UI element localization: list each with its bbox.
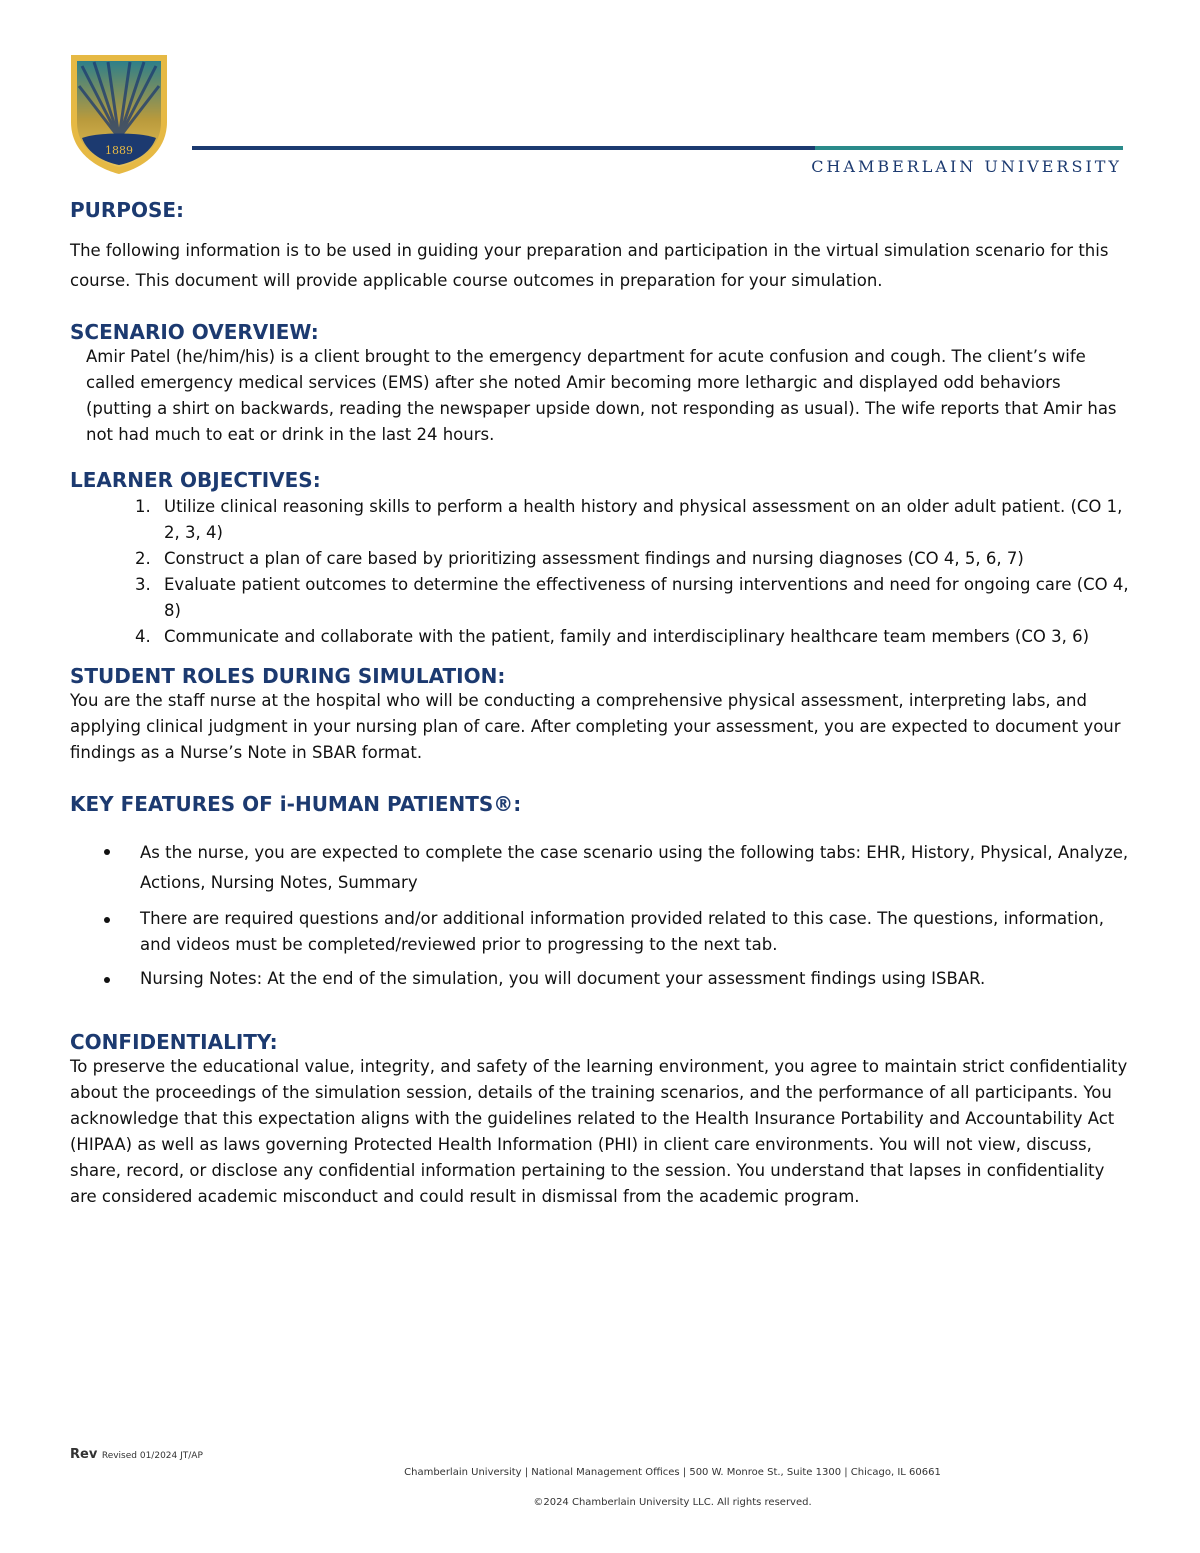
footer-address: Chamberlain University | National Management Offices | 500 W. Monroe St., Suite 1300 | Chicago, IL 60661 [404,1467,941,1478]
features-list [70,838,1130,992]
university-wordmark: CHAMBERLAIN UNIVERSITY [811,157,1122,176]
objective-item: 1. Utilize clinical reasoning skills to perform a health history and physical assessment on an older adult patient. (CO 1, 2, 3, 4) [156,494,1130,546]
student-roles-section [70,664,1130,766]
roles-heading: STUDENT ROLES DURING SIMULATION: [70,664,506,688]
learner-objectives-section [70,468,1130,650]
feature-item: Nursing Notes: At the end of the simulation, you will document your assessment findings using ISBAR. [140,966,1130,992]
revision-note [70,1447,203,1462]
overview-text: Amir Patel (he/him/his) is a client brought to the emergency department for acute confusion and cough. The client’s wife called emergency medical services (EMS) after she noted Amir becoming more lethargic and displayed odd behaviors (putting a shirt on backwards, reading the newspaper upside down, not responding as usual). The wife reports that Amir has not had much to eat or drink in the last 24 hours. [86,347,1117,444]
feature-item: There are required questions and/or additional information provided related to this case. The questions, information, and videos must be completed/reviewed prior to progressing to the next tab. [140,906,1130,958]
revision-detail: Revised 01/2024 JT/AP [101,1451,203,1461]
university-seal-logo [68,52,170,176]
features-heading: KEY FEATURES OF i-HUMAN PATIENTS®: [70,792,522,816]
purpose-section [70,198,1130,296]
roles-text: You are the staff nurse at the hospital who will be conducting a comprehensive physical assessment, interpreting labs, and applying clinical judgment in your nursing plan of care. After completing your assessment, you are expected to document your findings as a Nurse’s Note in SBAR format. [70,691,1121,762]
objectives-list [70,494,1130,650]
key-features-section [70,792,1130,992]
seal-year: 1889 [105,144,133,157]
confidentiality-section [70,1030,1130,1210]
revision-label: Rev [70,1447,98,1462]
header-rule-teal [815,146,1123,150]
purpose-heading: PURPOSE: [70,198,185,222]
scenario-overview-section [70,320,1130,448]
confidentiality-text: To preserve the educational value, integrity, and safety of the learning environment, you agree to maintain strict confidentiality about the proceedings of the simulation session, details of the training scenarios, and the performance of all participants. You acknowledge that this expectation aligns with the guidelines related to the Health Insurance Portability and Accountability Act (HIPAA) as well as laws governing Protected Health Information (PHI) in client care environments. You will not view, discuss, share, record, or disclose any confidential information pertaining to the session. You understand that lapses in confidentiality are considered academic misconduct and could result in dismissal from the academic program. [70,1057,1128,1206]
objective-item: 3. Evaluate patient outcomes to determine the effectiveness of nursing interventions and need for ongoing care (CO 4, 8) [156,572,1130,624]
objective-item: 4. Communicate and collaborate with the patient, family and interdisciplinary healthcare team members (CO 3, 6) [156,624,1130,650]
footer-copyright: ©2024 Chamberlain University LLC. All rights reserved. [533,1497,812,1508]
objective-item: 2. Construct a plan of care based by prioritizing assessment findings and nursing diagnoses (CO 4, 5, 6, 7) [156,546,1130,572]
confidentiality-heading: CONFIDENTIALITY: [70,1030,278,1054]
document-body [70,198,1130,1210]
overview-heading: SCENARIO OVERVIEW: [70,320,319,344]
objectives-heading: LEARNER OBJECTIVES: [70,468,321,492]
feature-item: As the nurse, you are expected to complete the case scenario using the following tabs: EHR, History, Physical, Analyze, Actions, Nursing Notes, Summary [140,838,1130,898]
purpose-text: The following information is to be used in guiding your preparation and participation in the virtual simulation scenario for this course. This document will provide applicable course outcomes in preparation for your simulation. [70,241,1109,290]
